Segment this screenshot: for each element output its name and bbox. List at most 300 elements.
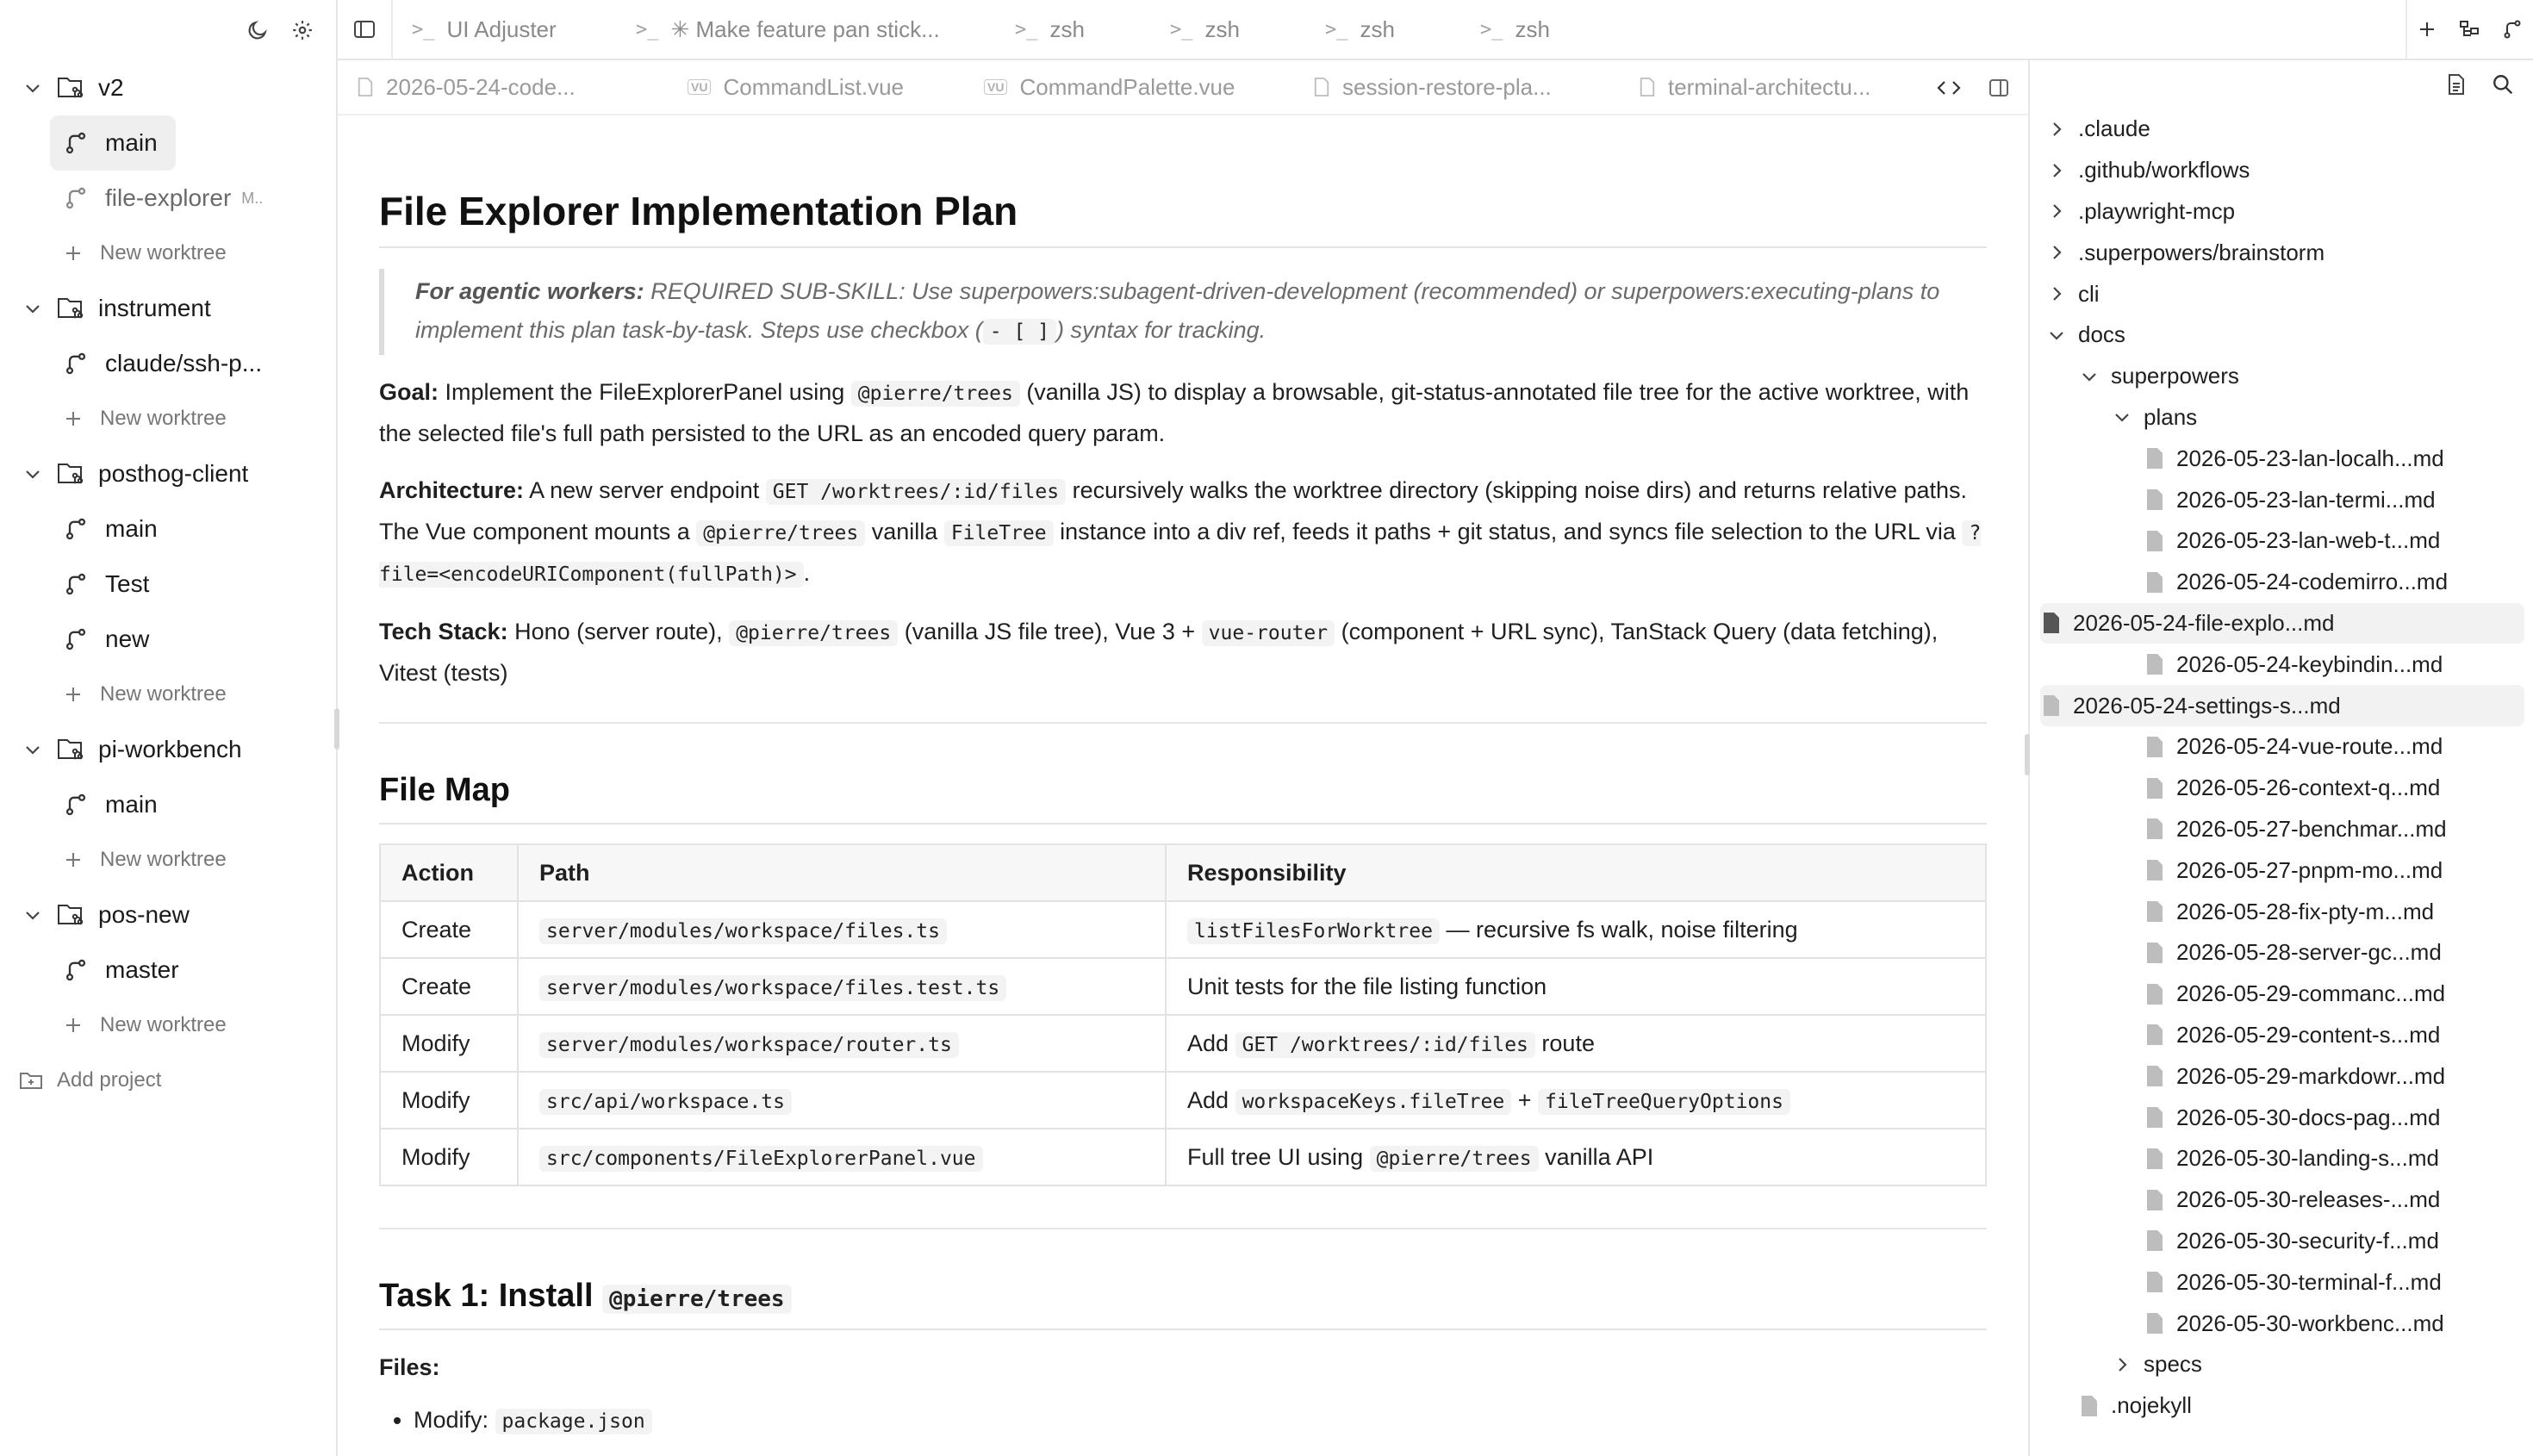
path-cell (518, 901, 1166, 958)
file-tab-bar (338, 60, 2028, 115)
top-right-tools (2405, 0, 2533, 59)
tree-file[interactable] (2030, 1015, 2533, 1056)
file-icon (2078, 1395, 2100, 1417)
file-icon (2144, 1024, 2166, 1046)
worktree-name: claude/ssh-p... (105, 350, 263, 376)
file-icon (2144, 859, 2166, 881)
file-icon (2144, 1106, 2166, 1129)
worktree-name: new (105, 625, 150, 652)
table-row (380, 958, 1986, 1015)
goal-code: @pierre/trees (851, 381, 1020, 407)
responsibility-r-text: route (1541, 1030, 1595, 1056)
tree-node-label: 2026-05-29-content-s...md (2176, 1021, 2441, 1048)
worktree-item[interactable] (50, 115, 176, 171)
tech-text-3: (component + URL sync), TanStack Query (data fetching), Vitest (tests) (379, 619, 1939, 686)
file-tab-label: 2026-05-24-code... (386, 73, 576, 100)
tree-node-label: plans (2144, 403, 2198, 430)
new-worktree-button[interactable] (50, 998, 336, 1053)
path-code: server/modules/workspace/files.ts (539, 918, 947, 944)
table-row (380, 901, 1986, 958)
tree-node-label: 2026-05-30-docs-pag...md (2176, 1104, 2441, 1130)
tree-node-label: 2026-05-23-lan-web-t...md (2176, 527, 2441, 554)
tree-node-label: 2026-05-30-terminal-f...md (2176, 1268, 2442, 1295)
checkbox-syntax-code: - [ ] (983, 319, 1056, 345)
worktree-name: main (105, 129, 158, 156)
terminal-tab[interactable] (617, 0, 996, 59)
worktree-item[interactable] (50, 557, 326, 612)
tree-file[interactable] (2030, 562, 2533, 603)
sidebar-toggle-button[interactable] (338, 0, 393, 59)
agentic-note-label: For agentic workers: (415, 278, 644, 304)
tree-file[interactable] (2030, 1138, 2533, 1179)
table-header-row (380, 844, 1986, 901)
tree-file[interactable] (2030, 932, 2533, 974)
terminal-prompt-icon: >_ (1480, 18, 1503, 40)
chevron-right-icon (2045, 202, 2068, 221)
list-item (414, 1400, 1987, 1441)
file-tab[interactable] (1620, 60, 1939, 115)
column-header: Path (518, 844, 1166, 901)
plus-icon (64, 850, 83, 869)
agentic-note (379, 269, 1987, 355)
tree-folder[interactable] (2030, 150, 2533, 191)
tree-folder[interactable] (2030, 232, 2533, 273)
file-map-table (379, 843, 1987, 1186)
tree-file[interactable] (2030, 1097, 2533, 1138)
file-tab-label: CommandList.vue (723, 73, 904, 100)
search-icon[interactable] (2492, 73, 2514, 96)
doc-title: File Explorer Implementation Plan (379, 188, 1987, 248)
tree-node-label: .superpowers/brainstorm (2078, 239, 2325, 265)
tree-file[interactable] (2030, 974, 2533, 1015)
tree-node-label: 2026-05-30-landing-s...md (2176, 1145, 2439, 1172)
terminal-prompt-icon: >_ (1015, 18, 1038, 40)
tech-text: Hono (server route), (514, 619, 723, 644)
folder-git-icon (57, 75, 86, 101)
file-icon (2144, 447, 2166, 470)
tree-node-label: 2026-05-27-pnpm-mo...md (2176, 856, 2443, 883)
file-icon (357, 77, 374, 97)
project-name: pi-workbench (98, 736, 242, 762)
responsibility-r-pre: Full tree UI using (1187, 1143, 1364, 1170)
file-icon (2144, 818, 2166, 840)
git-branch-icon (64, 186, 88, 210)
tree-file[interactable] (2030, 438, 2533, 479)
terminal-tab[interactable] (393, 0, 617, 59)
tree-file[interactable] (2030, 1055, 2533, 1097)
tech-stack-label: Tech Stack: (379, 619, 508, 644)
plus-icon[interactable] (2418, 20, 2437, 39)
terminal-tab[interactable] (1151, 0, 1306, 59)
project-row[interactable] (0, 722, 336, 777)
path-cell (518, 958, 1166, 1015)
tree-folder[interactable] (2030, 109, 2533, 150)
folder-git-icon (57, 461, 86, 487)
file-tab[interactable] (669, 60, 965, 115)
project-row[interactable] (0, 887, 336, 943)
tree-node-label: .claude (2078, 115, 2150, 142)
tree-file[interactable] (2030, 809, 2533, 850)
vue-file-icon: VU (984, 79, 1007, 95)
worktree-item[interactable] (50, 777, 326, 832)
task1-heading (379, 1278, 1987, 1330)
file-icon (2144, 1148, 2166, 1170)
responsibility-r-code: GET /worktrees/:id/files (1235, 1032, 1535, 1058)
project-row[interactable] (0, 60, 336, 115)
tech-stack-paragraph (379, 612, 1987, 693)
moon-icon[interactable] (246, 19, 269, 41)
goal-text: Implement the FileExplorerPanel using (445, 379, 845, 405)
file-map-heading: File Map (379, 772, 1987, 824)
new-worktree-label: New worktree (100, 682, 227, 706)
path-code: server/modules/workspace/files.test.ts (539, 975, 1006, 1001)
responsibility-cell (1166, 1129, 1986, 1185)
table-row (380, 1015, 1986, 1072)
tree-node-label: 2026-05-24-codemirro...md (2176, 569, 2449, 595)
files-item-label: Modify: (414, 1407, 489, 1433)
git-branch-icon[interactable] (2502, 19, 2523, 40)
tree-node-label: 2026-05-28-fix-pty-m...md (2176, 898, 2435, 924)
file-icon (2144, 736, 2166, 758)
tab-label: UI Adjuster (446, 16, 557, 42)
table-row (380, 1129, 1986, 1185)
file-icon (1313, 77, 1330, 97)
terminal-tab[interactable] (1306, 0, 1461, 59)
tree-file[interactable] (2030, 1261, 2533, 1303)
top-tabs (393, 0, 1616, 59)
agentic-note-tail: ) syntax for tracking. (1056, 317, 1266, 343)
chevron-down-icon[interactable] (21, 464, 45, 483)
tree-file[interactable] (2030, 1303, 2533, 1344)
worktree-item[interactable] (50, 943, 326, 998)
markdown-document (338, 117, 2028, 1456)
path-code: src/api/workspace.ts (539, 1089, 792, 1115)
tree-file[interactable] (2030, 479, 2533, 520)
git-branch-icon (64, 517, 88, 541)
git-branch-icon (64, 627, 88, 651)
tree-file[interactable] (2030, 1385, 2533, 1427)
add-project-label: Add project (57, 1068, 162, 1092)
tree-node-label: 2026-05-23-lan-localh...md (2176, 445, 2444, 471)
git-branch-icon (64, 572, 88, 596)
worktree-name: master (105, 956, 179, 983)
responsibility-r-pre: Add (1187, 1086, 1229, 1113)
responsibility-r-text: — recursive fs walk, noise filtering (1446, 916, 1798, 943)
terminal-prompt-icon: >_ (412, 18, 435, 40)
table-row (380, 1072, 1986, 1129)
responsibility-r-mid: + (1517, 1086, 1532, 1113)
plus-icon (64, 1016, 83, 1035)
file-icon (2144, 1065, 2166, 1087)
responsibility-r-code: workspaceKeys.fileTree (1235, 1089, 1512, 1115)
action-cell: Modify (380, 1129, 518, 1185)
action-cell: Create (380, 958, 518, 1015)
file-tab-list (338, 60, 1994, 115)
tree-file[interactable] (2030, 768, 2533, 809)
plus-icon (64, 244, 83, 263)
chevron-down-icon[interactable] (21, 299, 45, 318)
tree-folder[interactable] (2030, 273, 2533, 314)
file-icon (2144, 530, 2166, 552)
tech-code: @pierre/trees (729, 620, 898, 646)
tree-folder[interactable] (2030, 1344, 2533, 1385)
file-tab-tools (1918, 60, 2028, 115)
new-worktree-label: New worktree (100, 1013, 227, 1036)
worktree-item[interactable] (50, 612, 326, 667)
responsibility-r-code: listFilesForWorktree (1187, 918, 1440, 944)
divider (379, 722, 1987, 724)
new-worktree-button[interactable] (50, 391, 336, 446)
responsibility-cell (1166, 958, 1986, 1015)
file-icon (2144, 900, 2166, 923)
tree-resize-handle[interactable] (2025, 734, 2030, 775)
tree-node-label: 2026-05-30-workbenc...md (2176, 1310, 2444, 1336)
project-row[interactable] (0, 281, 336, 336)
folder-git-icon (57, 296, 86, 321)
tree-folder[interactable] (2030, 314, 2533, 356)
tree-node-label: 2026-05-24-vue-route...md (2176, 733, 2443, 760)
file-icon (1639, 77, 1656, 97)
new-worktree-button[interactable] (50, 226, 336, 281)
tree-node-label: 2026-05-29-commanc...md (2176, 980, 2446, 1007)
chevron-down-icon[interactable] (21, 740, 45, 759)
tree-node-label: 2026-05-30-security-f...md (2176, 1227, 2439, 1254)
goal-text-2: (vanilla JS) to display a browsable, git-status-annotated file tree for the active worktree, with the selected file's full path persisted to the URL as an encoded query param. (379, 379, 1970, 446)
tree-node-label: 2026-05-23-lan-termi...md (2176, 486, 2436, 513)
tree-file[interactable] (2030, 644, 2533, 685)
files-label: Files: (379, 1354, 440, 1380)
git-branch-icon (64, 958, 88, 982)
tab-label: zsh (1360, 16, 1395, 42)
file-explorer-panel (2028, 60, 2533, 1456)
tree-node-label: 2026-05-24-keybindin...md (2176, 650, 2443, 677)
tree-folder[interactable] (2030, 397, 2533, 439)
file-icon (2144, 1271, 2166, 1293)
tree-node-label: .github/workflows (2078, 157, 2250, 184)
new-worktree-label: New worktree (100, 848, 227, 871)
worktree-item[interactable] (50, 171, 326, 226)
tree-folder[interactable] (2030, 191, 2533, 233)
architecture-text-3: vanilla (871, 519, 938, 544)
terminal-prompt-icon: >_ (1170, 18, 1193, 40)
terminal-prompt-icon: >_ (636, 18, 659, 40)
file-map-body (380, 901, 1986, 1185)
file-icon (2144, 777, 2166, 800)
architecture-text-4: instance into a div ref, feeds it paths + git status, and syncs file selection to the URL via (1060, 519, 1956, 544)
files-item-code: package.json (495, 1409, 652, 1434)
tree-node-label: 2026-05-26-context-q...md (2176, 775, 2441, 801)
architecture-paragraph (379, 470, 1987, 594)
action-cell: Modify (380, 1072, 518, 1129)
tree-file[interactable] (2030, 849, 2533, 891)
code-view-icon[interactable] (1937, 78, 1961, 97)
responsibility-cell (1166, 1072, 1986, 1129)
git-branch-icon (64, 352, 88, 376)
file-icon (2144, 983, 2166, 1005)
task1-title: Task 1: Install (379, 1278, 594, 1314)
gear-icon[interactable] (291, 19, 314, 41)
architecture-text-2: recursively walks the worktree directory (skipping noise dirs) and returns relative paths. The Vue component mounts a (379, 477, 1968, 544)
file-icon (2144, 653, 2166, 675)
responsibility-r-text: vanilla API (1545, 1143, 1654, 1170)
terminal-tab[interactable] (996, 0, 1151, 59)
tree-node-label: 2026-05-24-settings-s...md (2073, 692, 2341, 719)
tree-file[interactable] (2030, 1221, 2533, 1262)
terminal-tab-bar (338, 0, 2533, 60)
chevron-right-icon (2045, 161, 2068, 180)
new-worktree-button[interactable] (50, 832, 336, 887)
action-cell: Modify (380, 1015, 518, 1072)
tree-node-label: specs (2144, 1351, 2202, 1378)
tab-label: zsh (1204, 16, 1240, 42)
file-icon (2144, 1229, 2166, 1252)
responsibility-r-code: @pierre/trees (1370, 1146, 1539, 1172)
file-tab[interactable] (965, 60, 1294, 115)
tree-node-label: .playwright-mcp (2078, 197, 2236, 224)
file-icon (2144, 571, 2166, 594)
package-code: @pierre/trees (696, 520, 865, 546)
new-worktree-label: New worktree (100, 241, 227, 264)
responsibility-r-pre: Add (1187, 1030, 1229, 1056)
architecture-period: . (803, 560, 811, 586)
file-icon (2040, 694, 2063, 717)
file-tab[interactable] (338, 60, 669, 115)
filetree-code: FileTree (944, 520, 1054, 546)
chevron-down-icon (2045, 326, 2068, 345)
action-cell: Create (380, 901, 518, 958)
file-explorer-toolbar (2030, 60, 2533, 109)
tree-node-label: 2026-05-27-benchmar...md (2176, 815, 2447, 842)
chevron-down-icon (2078, 367, 2100, 386)
responsibility-cell (1166, 1015, 1986, 1072)
responsibility-r-code2: fileTreeQueryOptions (1538, 1089, 1790, 1115)
chevron-right-icon (2111, 1355, 2133, 1374)
file-tab-label: CommandPalette.vue (1019, 73, 1235, 100)
tree-file[interactable] (2030, 891, 2533, 932)
tree-node-label: docs (2078, 321, 2125, 348)
file-icon (2144, 488, 2166, 511)
responsibility-cell (1166, 901, 1986, 958)
folder-git-icon (57, 737, 86, 762)
query-param-code: ?file=<encodeURIComponent(fullPath)> (379, 522, 1982, 586)
terminal-prompt-icon: >_ (1325, 18, 1348, 40)
project-name: posthog-client (98, 460, 249, 487)
chevron-down-icon (2111, 408, 2133, 426)
tree-file[interactable] (2040, 685, 2524, 726)
goal-label: Goal: (379, 379, 439, 405)
worktree-item[interactable] (50, 336, 326, 391)
path-code: src/components/FileExplorerPanel.vue (539, 1146, 983, 1172)
file-tab-label: session-restore-pla... (1342, 73, 1552, 100)
vue-router-code: vue-router (1202, 620, 1335, 646)
files-list (379, 1400, 1987, 1441)
worktree-name: Test (105, 570, 150, 597)
agentic-note-text: REQUIRED SUB-SKILL: Use superpowers:subagent-driven-development (recommended) or superpowers:executing-plans to implement this plan task-by-task. Steps use checkbox ( (415, 278, 1940, 343)
file-icon (2040, 612, 2063, 634)
path-cell (518, 1015, 1166, 1072)
new-worktree-label: New worktree (100, 407, 227, 430)
add-project-button[interactable] (0, 1053, 336, 1108)
plus-icon (64, 409, 83, 428)
goal-paragraph (379, 372, 1987, 453)
new-worktree-button[interactable] (50, 667, 336, 722)
sidebar-panel-icon (353, 19, 376, 40)
plus-icon (64, 685, 83, 704)
chevron-right-icon (2045, 243, 2068, 262)
tree-node-label: 2026-05-24-file-explo...md (2073, 609, 2335, 636)
divider (379, 1228, 1987, 1229)
project-row[interactable] (0, 446, 336, 501)
folder-plus-icon (19, 1070, 43, 1091)
worktree-name: file-explorer (105, 184, 232, 211)
file-icon (2144, 1312, 2166, 1335)
file-tab[interactable] (1294, 60, 1620, 115)
project-name: instrument (98, 295, 211, 321)
status-badge: M.. (241, 189, 264, 207)
tab-label: ✳ Make feature pan stick... (670, 16, 940, 42)
responsibility-r-text: Unit tests for the file listing function (1187, 973, 1547, 999)
tree-file[interactable] (2030, 1179, 2533, 1221)
worktree-item[interactable] (50, 501, 326, 557)
terminal-tab[interactable] (1461, 0, 1616, 59)
chevron-down-icon[interactable] (21, 78, 45, 97)
file-icon (2144, 942, 2166, 964)
tree-node-label: .nojekyll (2111, 1392, 2192, 1419)
git-branch-icon (64, 131, 88, 155)
tree-node-label: 2026-05-29-markdowr...md (2176, 1062, 2446, 1089)
path-cell (518, 1129, 1166, 1185)
tree-node-label: superpowers (2111, 363, 2239, 389)
architecture-label: Architecture: (379, 477, 525, 503)
file-icon (2144, 1189, 2166, 1211)
worktree-name: main (105, 791, 158, 818)
path-code: server/modules/workspace/router.ts (539, 1032, 959, 1058)
file-tab-label: terminal-architectu... (1668, 73, 1871, 100)
chevron-right-icon (2045, 284, 2068, 303)
tree-file[interactable] (2030, 726, 2533, 768)
file-tree (2030, 109, 2533, 1427)
column-header: Responsibility (1166, 844, 1986, 901)
split-panel-icon[interactable] (1988, 78, 2009, 97)
tab-label: zsh (1049, 16, 1085, 42)
tree-folder[interactable] (2030, 356, 2533, 397)
column-header: Action (380, 844, 518, 901)
path-cell (518, 1072, 1166, 1129)
folder-git-icon (57, 902, 86, 928)
tech-text-2: (vanilla JS file tree), Vue 3 + (904, 619, 1196, 644)
tree-file[interactable] (2040, 603, 2524, 644)
tree-node-label: 2026-05-30-releases-...md (2176, 1186, 2441, 1213)
architecture-text: A new server endpoint (529, 477, 760, 503)
tree-view-icon[interactable] (2459, 19, 2480, 40)
endpoint-code: GET /worktrees/:id/files (766, 479, 1066, 505)
chevron-right-icon (2045, 120, 2068, 139)
document-icon[interactable] (2447, 73, 2466, 96)
vue-file-icon: VU (688, 79, 711, 95)
tree-node-label: 2026-05-28-server-gc...md (2176, 939, 2442, 966)
project-name: pos-new (98, 901, 190, 928)
chevron-down-icon[interactable] (21, 905, 45, 924)
project-list (0, 60, 336, 1053)
tab-label: zsh (1515, 16, 1550, 42)
project-name: v2 (98, 74, 124, 101)
tree-node-label: cli (2078, 280, 2100, 307)
git-branch-icon (64, 793, 88, 817)
project-sidebar (0, 0, 338, 1456)
tree-file[interactable] (2030, 520, 2533, 562)
sidebar-toolbar (0, 0, 336, 60)
worktree-name: main (105, 515, 158, 542)
